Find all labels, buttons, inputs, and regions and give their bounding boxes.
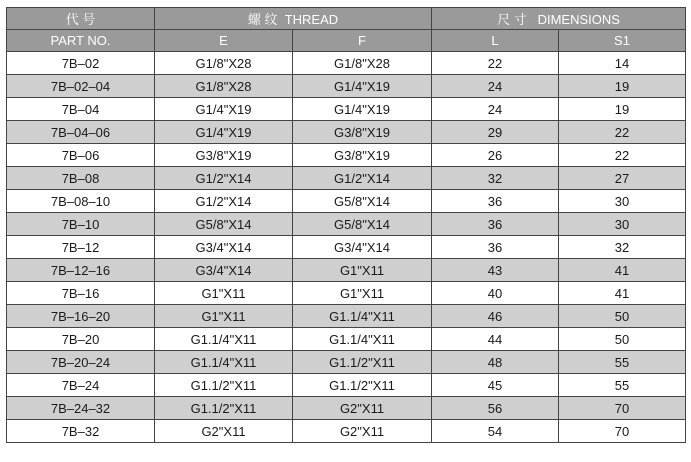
thread-e-cell: G1"X11 <box>155 282 293 305</box>
dim-l-cell: 24 <box>432 75 559 98</box>
dimensions-header-zh: 尺 寸 <box>497 12 527 27</box>
dimensions-header-en: DIMENSIONS <box>537 12 620 27</box>
thread-e-cell: G5/8"X14 <box>155 213 293 236</box>
part-no-header: PART NO. <box>7 30 155 52</box>
thread-header <box>155 8 432 30</box>
dim-s1-cell: 19 <box>559 75 686 98</box>
thread-e-cell: G1/8"X28 <box>155 52 293 75</box>
dim-s1-cell: 19 <box>559 98 686 121</box>
table-row <box>7 52 686 75</box>
dim-s1-cell: 70 <box>559 420 686 443</box>
col-e-header: E <box>155 30 293 52</box>
dim-s1-cell: 27 <box>559 167 686 190</box>
thread-f-cell: G1"X11 <box>293 282 432 305</box>
thread-e-cell: G1/2"X14 <box>155 190 293 213</box>
thread-e-cell: G3/4"X14 <box>155 236 293 259</box>
dimensions-header <box>432 8 686 30</box>
dim-s1-cell: 55 <box>559 374 686 397</box>
part-no-cell: 7B–12–16 <box>7 259 155 282</box>
dim-s1-cell: 50 <box>559 305 686 328</box>
thread-header-en: THREAD <box>284 12 339 27</box>
dim-l-cell: 26 <box>432 144 559 167</box>
thread-e-cell: G3/4"X14 <box>155 259 293 282</box>
thread-f-cell: G5/8"X14 <box>293 190 432 213</box>
table-row <box>7 98 686 121</box>
thread-dimensions-table <box>6 7 686 443</box>
table-row <box>7 374 686 397</box>
part-no-cell: 7B–20–24 <box>7 351 155 374</box>
header-row-top <box>7 8 686 30</box>
table-row <box>7 305 686 328</box>
spec-sheet <box>6 7 686 443</box>
table-row <box>7 282 686 305</box>
part-no-cell: 7B–20 <box>7 328 155 351</box>
dim-l-cell: 32 <box>432 167 559 190</box>
part-no-cell: 7B–32 <box>7 420 155 443</box>
thread-f-cell: G3/8"X19 <box>293 121 432 144</box>
thread-f-cell: G1.1/4"X11 <box>293 305 432 328</box>
part-no-cell: 7B–06 <box>7 144 155 167</box>
col-s1-header: S1 <box>559 30 686 52</box>
table-row <box>7 213 686 236</box>
part-no-cell: 7B–02 <box>7 52 155 75</box>
thread-f-cell: G3/4"X14 <box>293 236 432 259</box>
dim-s1-cell: 30 <box>559 213 686 236</box>
thread-f-cell: G5/8"X14 <box>293 213 432 236</box>
part-no-cell: 7B–08–10 <box>7 190 155 213</box>
table-row <box>7 420 686 443</box>
dim-s1-cell: 14 <box>559 52 686 75</box>
header-row-sub <box>7 30 686 52</box>
dim-s1-cell: 22 <box>559 121 686 144</box>
thread-f-cell: G2"X11 <box>293 397 432 420</box>
dim-l-cell: 22 <box>432 52 559 75</box>
table-row <box>7 167 686 190</box>
thread-e-cell: G1.1/2"X11 <box>155 374 293 397</box>
dim-l-cell: 36 <box>432 236 559 259</box>
dim-s1-cell: 32 <box>559 236 686 259</box>
part-no-cell: 7B–24 <box>7 374 155 397</box>
dim-s1-cell: 50 <box>559 328 686 351</box>
dim-l-cell: 24 <box>432 98 559 121</box>
table-row <box>7 121 686 144</box>
dim-l-cell: 56 <box>432 397 559 420</box>
dim-l-cell: 44 <box>432 328 559 351</box>
table-row <box>7 259 686 282</box>
dim-s1-cell: 55 <box>559 351 686 374</box>
thread-f-cell: G1/2"X14 <box>293 167 432 190</box>
dim-l-cell: 54 <box>432 420 559 443</box>
dim-l-cell: 48 <box>432 351 559 374</box>
thread-f-cell: G1/8"X28 <box>293 52 432 75</box>
dim-s1-cell: 41 <box>559 259 686 282</box>
part-no-cell: 7B–16 <box>7 282 155 305</box>
table-row <box>7 328 686 351</box>
part-no-cell: 7B–24–32 <box>7 397 155 420</box>
dim-l-cell: 40 <box>432 282 559 305</box>
part-no-cell: 7B–02–04 <box>7 75 155 98</box>
table-row <box>7 75 686 98</box>
table-body <box>7 52 686 443</box>
table-header <box>7 8 686 52</box>
code-header: 代 号 <box>7 8 155 30</box>
thread-f-cell: G1"X11 <box>293 259 432 282</box>
col-f-header: F <box>293 30 432 52</box>
thread-e-cell: G1/8"X28 <box>155 75 293 98</box>
thread-e-cell: G1.1/2"X11 <box>155 397 293 420</box>
table-row <box>7 351 686 374</box>
thread-f-cell: G1.1/2"X11 <box>293 374 432 397</box>
part-no-cell: 7B–16–20 <box>7 305 155 328</box>
dim-l-cell: 43 <box>432 259 559 282</box>
table-row <box>7 236 686 259</box>
thread-e-cell: G1.1/4"X11 <box>155 351 293 374</box>
thread-header-zh: 螺 纹 <box>247 12 278 27</box>
thread-f-cell: G1/4"X19 <box>293 98 432 121</box>
part-no-cell: 7B–10 <box>7 213 155 236</box>
thread-f-cell: G1.1/4"X11 <box>293 328 432 351</box>
thread-e-cell: G1/2"X14 <box>155 167 293 190</box>
dim-l-cell: 29 <box>432 121 559 144</box>
dim-l-cell: 46 <box>432 305 559 328</box>
thread-e-cell: G3/8"X19 <box>155 144 293 167</box>
dim-s1-cell: 41 <box>559 282 686 305</box>
thread-e-cell: G1.1/4"X11 <box>155 328 293 351</box>
dim-l-cell: 45 <box>432 374 559 397</box>
table-row <box>7 190 686 213</box>
dim-l-cell: 36 <box>432 213 559 236</box>
part-no-cell: 7B–08 <box>7 167 155 190</box>
dim-s1-cell: 70 <box>559 397 686 420</box>
part-no-cell: 7B–12 <box>7 236 155 259</box>
dim-s1-cell: 22 <box>559 144 686 167</box>
thread-e-cell: G1/4"X19 <box>155 121 293 144</box>
dim-s1-cell: 30 <box>559 190 686 213</box>
table-row <box>7 397 686 420</box>
part-no-cell: 7B–04 <box>7 98 155 121</box>
table-row <box>7 144 686 167</box>
dim-l-cell: 36 <box>432 190 559 213</box>
thread-f-cell: G3/8"X19 <box>293 144 432 167</box>
thread-e-cell: G2"X11 <box>155 420 293 443</box>
thread-e-cell: G1"X11 <box>155 305 293 328</box>
col-l-header: L <box>432 30 559 52</box>
thread-f-cell: G1.1/2"X11 <box>293 351 432 374</box>
thread-f-cell: G1/4"X19 <box>293 75 432 98</box>
part-no-cell: 7B–04–06 <box>7 121 155 144</box>
thread-e-cell: G1/4"X19 <box>155 98 293 121</box>
thread-f-cell: G2"X11 <box>293 420 432 443</box>
